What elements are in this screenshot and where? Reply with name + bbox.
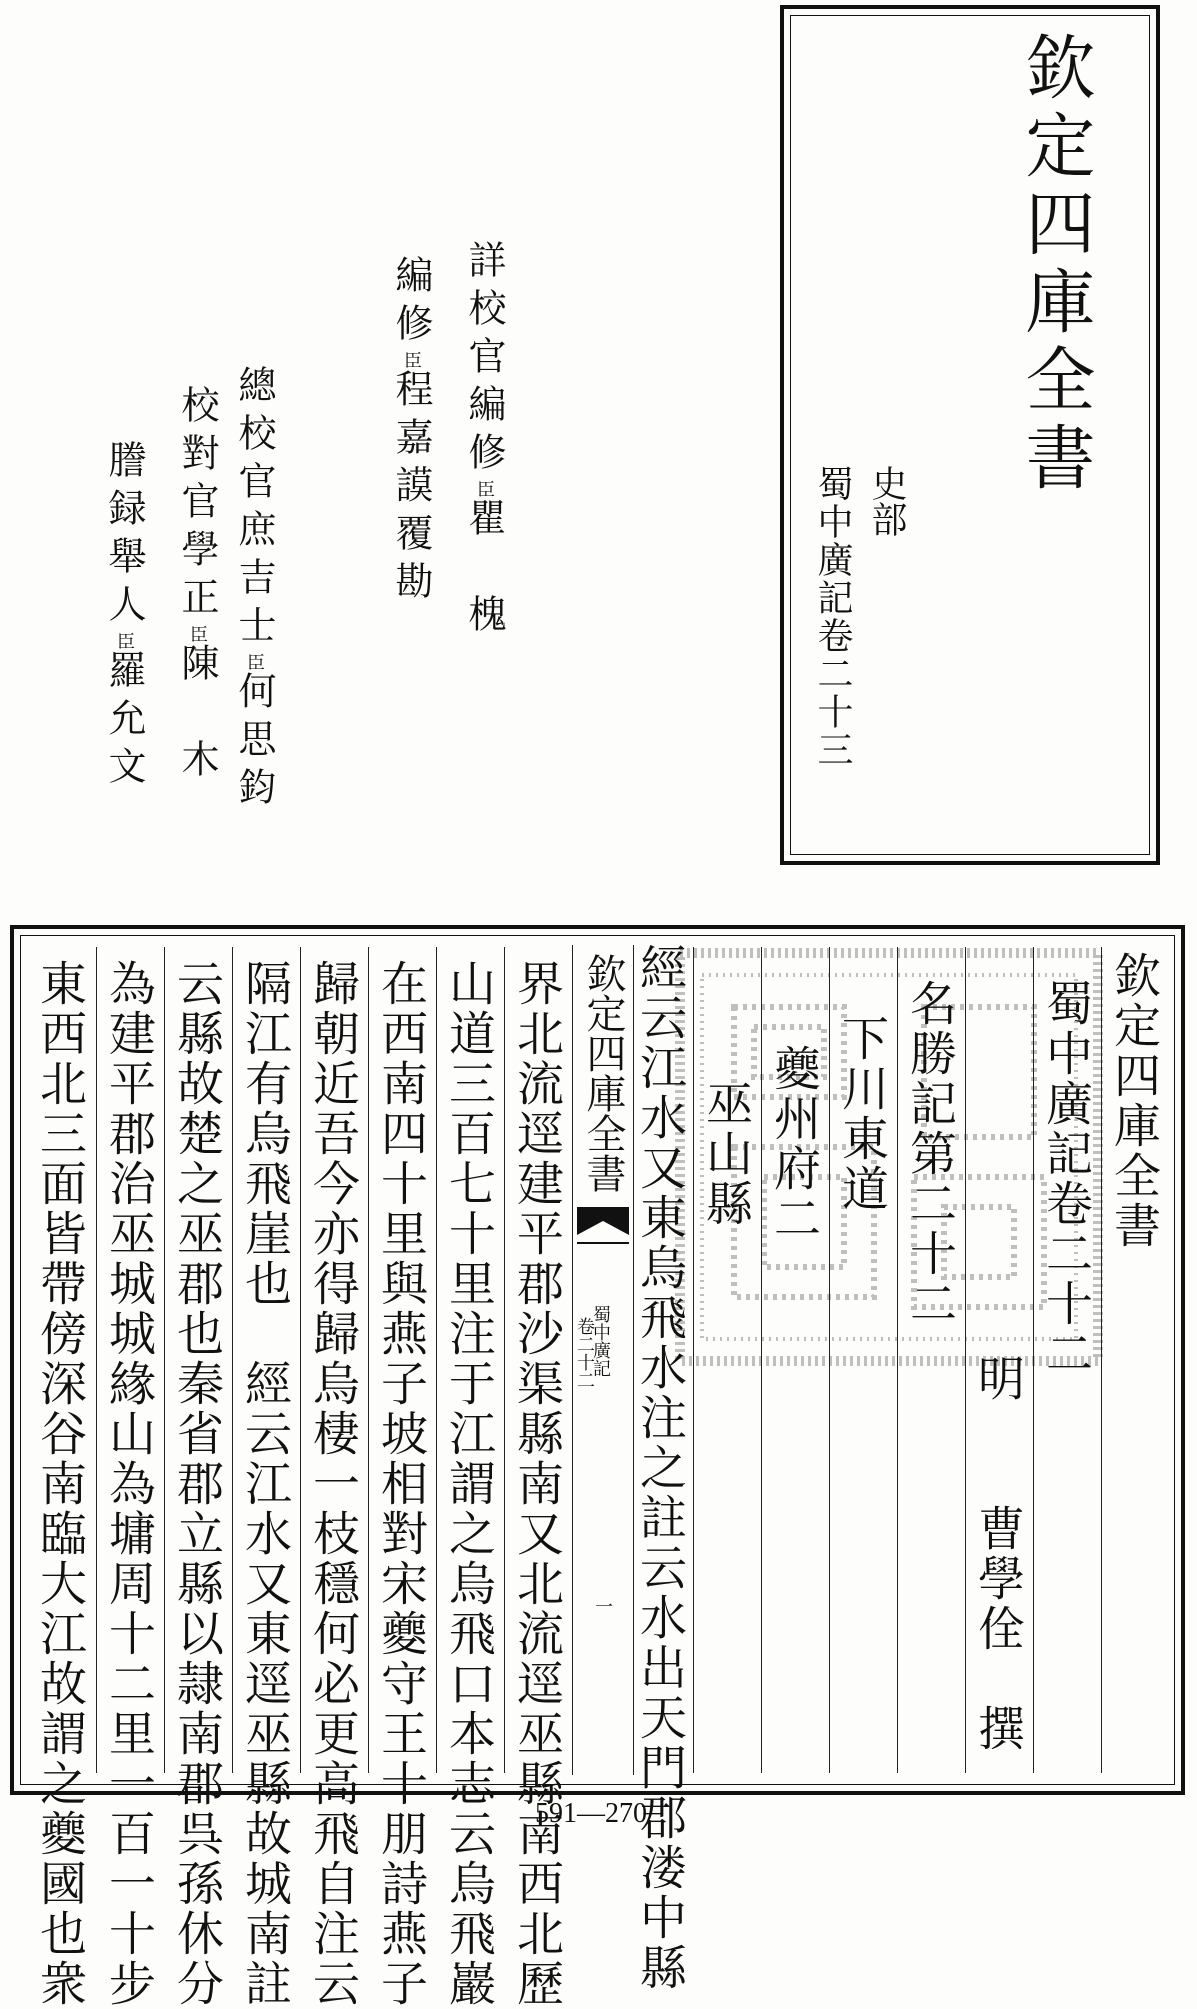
column-rule (1101, 947, 1102, 1773)
credit-title: 編修 (389, 255, 433, 351)
title-cartouche (780, 5, 1160, 865)
header-column: 明 曹學佺 撰 (970, 1354, 1025, 1754)
text-column: 經云江水又東烏飛水注之註云水出天門郡溇中縣 (632, 943, 687, 1993)
seal-impression (674, 947, 1104, 1367)
text-column: 云縣故楚之巫郡也秦省郡立縣以隷南郡呉孫休分 (169, 959, 224, 2009)
column-rule (897, 947, 898, 1773)
column-rule (693, 947, 694, 1773)
page-number: 591—270 (535, 1798, 647, 1829)
credit-column (102, 440, 146, 794)
text-column: 山道三百七十里注于江謂之烏飛口本志云烏飛巖 (441, 959, 496, 2009)
section-name: 史部 (866, 465, 907, 537)
main-title: 欽定四庫全書 (1014, 31, 1096, 499)
text-column: 界北流逕建平郡沙渠縣南又北流逕巫縣南西北歷 (509, 959, 564, 2009)
column-rule (761, 947, 762, 1773)
text-column: 為建平郡治巫城城緣山為墉周十二里一百一十步 (101, 959, 156, 2009)
credit-small: 臣 (114, 632, 135, 650)
center-spine (572, 945, 634, 1775)
spine-page-number: 一 (595, 1597, 613, 1618)
credit-small: 臣 (474, 480, 495, 498)
credit-name: 羅允文 (102, 650, 146, 794)
credit-name: 程嘉謨覆勘 (389, 369, 433, 609)
header-column: 夔州府二 (766, 1044, 821, 1244)
spine-subtitle: 蜀中廣記 (590, 1305, 611, 1377)
header-column: 欽定四庫全書 (1106, 951, 1161, 1251)
credit-column (175, 385, 219, 787)
column-rule (1033, 947, 1034, 1773)
credit-title: 總校官庶吉士 (232, 365, 276, 653)
credit-column (389, 255, 433, 609)
column-rule (300, 947, 301, 1773)
header-column: 下川東道 (834, 1014, 889, 1214)
column-rule (504, 947, 505, 1773)
credit-column (462, 240, 506, 642)
header-column: 蜀中廣記卷二十二 (1038, 979, 1093, 1379)
spine-volume: 卷二十二 (574, 1317, 595, 1389)
credit-small: 臣 (244, 653, 265, 671)
column-rule (965, 947, 966, 1773)
header-column: 巫山縣 (698, 1079, 753, 1229)
spine-title: 欽定四庫全書 (580, 953, 626, 1193)
credit-title: 謄録舉人 (102, 440, 146, 632)
credit-name: 瞿 槐 (462, 498, 506, 642)
text-column: 隔江有烏飛崖也 經云江水又東逕巫縣故城南註 (237, 959, 292, 2009)
text-column: 東西北三面皆帶傍深谷南臨大江故謂之夔國也衆 (32, 959, 87, 2009)
credit-title: 詳校官編修 (462, 240, 506, 480)
column-rule (232, 947, 233, 1773)
column-rule (164, 947, 165, 1773)
text-column: 歸朝近吾今亦得歸烏棲一枝穩何必更高飛自注云 (305, 959, 360, 2009)
column-rule (436, 947, 437, 1773)
credit-title: 校對官學正 (175, 385, 219, 625)
credit-small: 臣 (187, 625, 208, 643)
fishtail-mark (577, 1207, 629, 1247)
column-rule (368, 947, 369, 1773)
credit-name: 陳 木 (175, 643, 219, 787)
credit-name: 何思鈞 (232, 671, 276, 815)
column-rule (829, 947, 830, 1773)
header-column: 名勝記第二十二 (902, 979, 957, 1329)
credit-small: 臣 (401, 351, 422, 369)
credit-column (232, 365, 276, 815)
volume-title: 蜀中廣記卷二十三 (812, 465, 853, 769)
column-rule (96, 947, 97, 1773)
text-column: 在西南四十里與燕子坡相對宋夔守王十朋詩燕子 (373, 959, 428, 2009)
